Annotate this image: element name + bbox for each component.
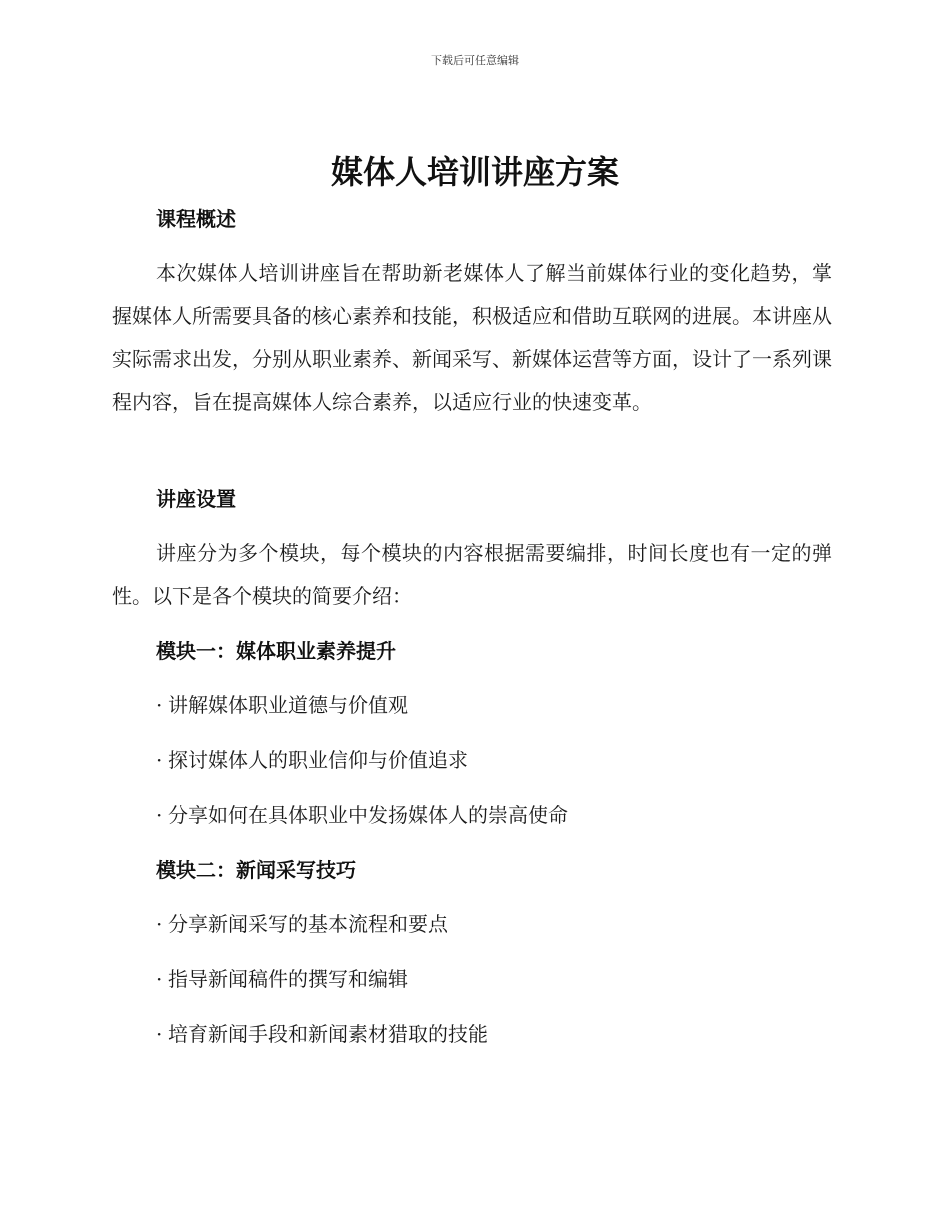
section-heading-overview: 课程概述 — [156, 207, 236, 231]
list-item-text: 探讨媒体人的职业信仰与价值追求 — [168, 748, 468, 772]
setup-paragraph: 讲座分为多个模块，每个模块的内容根据需要编排，时间长度也有一定的弹性。以下是各个模块的简要介绍： — [112, 541, 832, 608]
section-heading-setup: 讲座设置 — [156, 487, 236, 511]
list-item-text: 培育新闻手段和新闻素材猎取的技能 — [168, 1022, 488, 1046]
list-item — [156, 801, 568, 829]
bullet-marker: · — [156, 967, 163, 991]
document-title: 媒体人培训讲座方案 — [330, 153, 619, 191]
header-note: 下载后可任意编辑 — [431, 54, 519, 67]
module-2-heading: 模块二：新闻采写技巧 — [156, 858, 356, 882]
list-item — [156, 965, 408, 993]
overview-paragraph: 本次媒体人培训讲座旨在帮助新老媒体人了解当前媒体行业的变化趋势，掌握媒体人所需要具备的核心素养和技能，积极适应和借助互联网的进展。本讲座从实际需求出发，分别从职业素养、新闻采写、新媒体运营等方面，设计了一系列课程内容，旨在提高媒体人综合素养，以适应行业的快速变革。 — [112, 261, 832, 414]
bullet-marker: · — [156, 1022, 163, 1046]
bullet-marker: · — [156, 803, 163, 827]
list-item — [156, 691, 408, 719]
list-item — [156, 910, 448, 938]
list-item-text: 分享如何在具体职业中发扬媒体人的崇高使命 — [168, 803, 568, 827]
list-item-text: 指导新闻稿件的撰写和编辑 — [168, 967, 408, 991]
list-item-text: 分享新闻采写的基本流程和要点 — [168, 912, 448, 936]
list-item — [156, 1020, 488, 1048]
list-item-text: 讲解媒体职业道德与价值观 — [168, 693, 408, 717]
list-item — [156, 746, 468, 774]
module-1-heading: 模块一：媒体职业素养提升 — [156, 639, 396, 663]
bullet-marker: · — [156, 912, 163, 936]
bullet-marker: · — [156, 748, 163, 772]
bullet-marker: · — [156, 693, 163, 717]
